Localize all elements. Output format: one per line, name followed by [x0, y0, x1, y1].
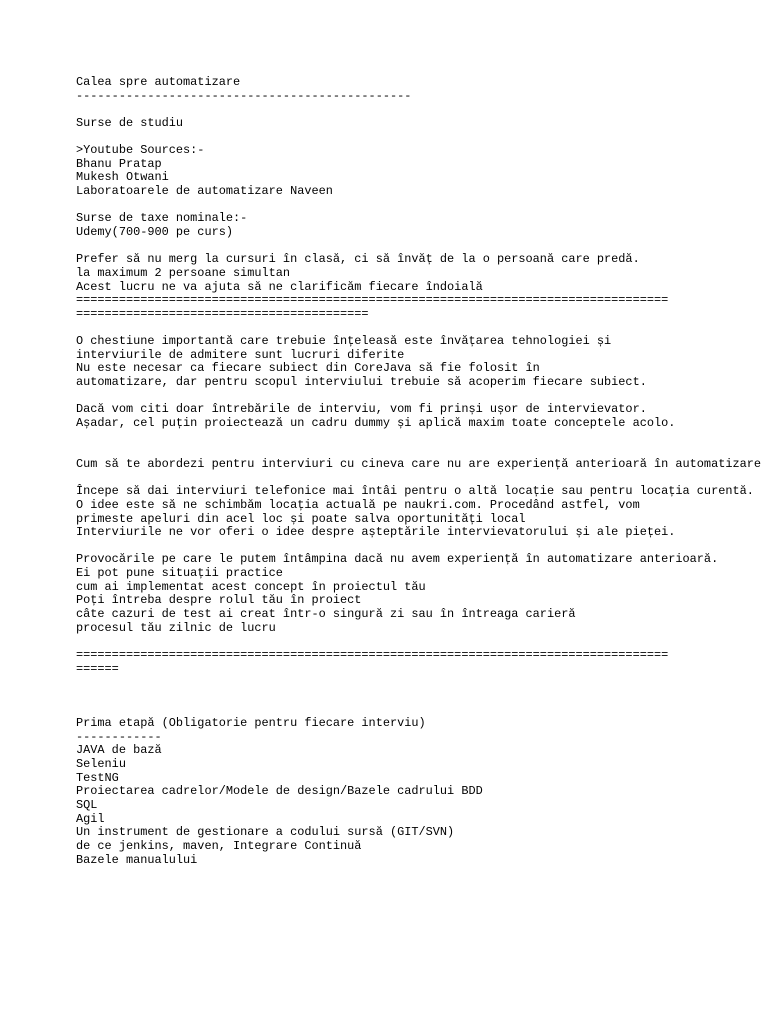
blank-line [76, 199, 768, 213]
text-line: de ce jenkins, maven, Integrare Continuă [76, 838, 362, 853]
text-line: Laboratoarele de automatizare Naveen [76, 184, 333, 199]
blank-line [76, 390, 768, 404]
text-line: Cum să te abordezi pentru interviuri cu cineva care nu are experiență anterioară în automatizare [76, 456, 762, 471]
text-line: >Youtube Sources:- [76, 143, 205, 158]
text-line: interviurile de admitere sunt lucruri diferite [76, 347, 405, 362]
blank-line [76, 131, 768, 145]
text-line: Poți întreba despre rolul tău în proiect [76, 593, 362, 608]
text-line: O idee este să ne schimbăm locația actuală pe naukri.com. Procedând astfel, vom [76, 497, 640, 512]
text-line: Așadar, cel puțin proiectează un cadru dummy și aplică maxim toate conceptele acolo. [76, 416, 676, 431]
blank-line [76, 635, 768, 649]
text-line: ----------------------------------------------- [76, 88, 412, 103]
text-line: Calea spre automatizare [76, 76, 241, 89]
text-line: Bazele manualului [76, 852, 198, 867]
text-line: ------------ [76, 729, 162, 744]
text-line: Interviurile ne vor oferi o idee despre așteptările intervievatorului și ale pieței. [76, 525, 676, 540]
blank-line [76, 703, 768, 717]
text-line: Prima etapă (Obligatorie pentru fiecare interviu) [76, 716, 426, 731]
text-line: Provocările pe care le putem întâmpina dacă nu avem experiență în automatizare anterioară. [76, 552, 719, 567]
text-line: TestNG [76, 770, 119, 785]
text-line: procesul tău zilnic de lucru [76, 620, 276, 635]
text-line: Agil [76, 811, 105, 826]
text-line: Bhanu Pratap [76, 156, 162, 171]
text-line: O chestiune importantă care trebuie înțeleasă este învățarea tehnologiei și [76, 334, 612, 349]
text-line: =================================================================================== [76, 293, 669, 308]
text-line: Surse de studiu [76, 115, 184, 130]
text-line: automatizare, dar pentru scopul interviului trebuie să acoperim fiecare subiect. [76, 375, 647, 390]
text-line: Proiectarea cadrelor/Modele de design/Bazele cadrului BDD [76, 784, 483, 799]
blank-line [76, 690, 768, 704]
blank-line [76, 444, 768, 458]
text-line: Acest lucru ne va ajuta să ne clarificăm fiecare îndoială [76, 279, 483, 294]
text-line: =================================================================================== [76, 647, 669, 662]
text-line: Mukesh Otwani [76, 170, 169, 185]
text-line: cum ai implementat acest concept în proiectul tău [76, 579, 426, 594]
blank-line [76, 322, 768, 336]
blank-line [76, 676, 768, 690]
text-line: SQL [76, 797, 98, 812]
blank-line [76, 540, 768, 554]
text-line: Surse de taxe nominale:- [76, 211, 248, 226]
text-line: Un instrument de gestionare a codului sursă (GIT/SVN) [76, 825, 455, 840]
text-line: Seleniu [76, 757, 126, 772]
blank-line [76, 103, 768, 117]
text-line: primeste apeluri din acel loc și poate salva oportunități local [76, 511, 526, 526]
text-line: ====== [76, 661, 119, 676]
text-line: la maximum 2 persoane simultan [76, 265, 291, 280]
text-line: Ei pot pune situații practice [76, 566, 283, 581]
text-line: Prefer să nu merg la cursuri în clasă, ci să învăț de la o persoană care predă. [76, 252, 640, 267]
text-line: câte cazuri de test ai creat într-o singură zi sau în întreaga carieră [76, 606, 576, 621]
text-line: ========================================= [76, 306, 369, 321]
blank-line [76, 431, 768, 445]
document-text [76, 76, 768, 867]
text-line: Dacă vom citi doar întrebările de interviu, vom fi prinși ușor de intervievator. [76, 402, 647, 417]
text-line: Începe să dai interviuri telefonice mai întâi pentru o altă locație sau pentru locația curentă. [76, 484, 754, 499]
text-line: Udemy(700-900 pe curs) [76, 225, 233, 240]
text-line: Nu este necesar ca fiecare subiect din CoreJava să fie folosit în [76, 361, 540, 376]
text-line: JAVA de bază [76, 743, 162, 758]
blank-line [76, 240, 768, 254]
